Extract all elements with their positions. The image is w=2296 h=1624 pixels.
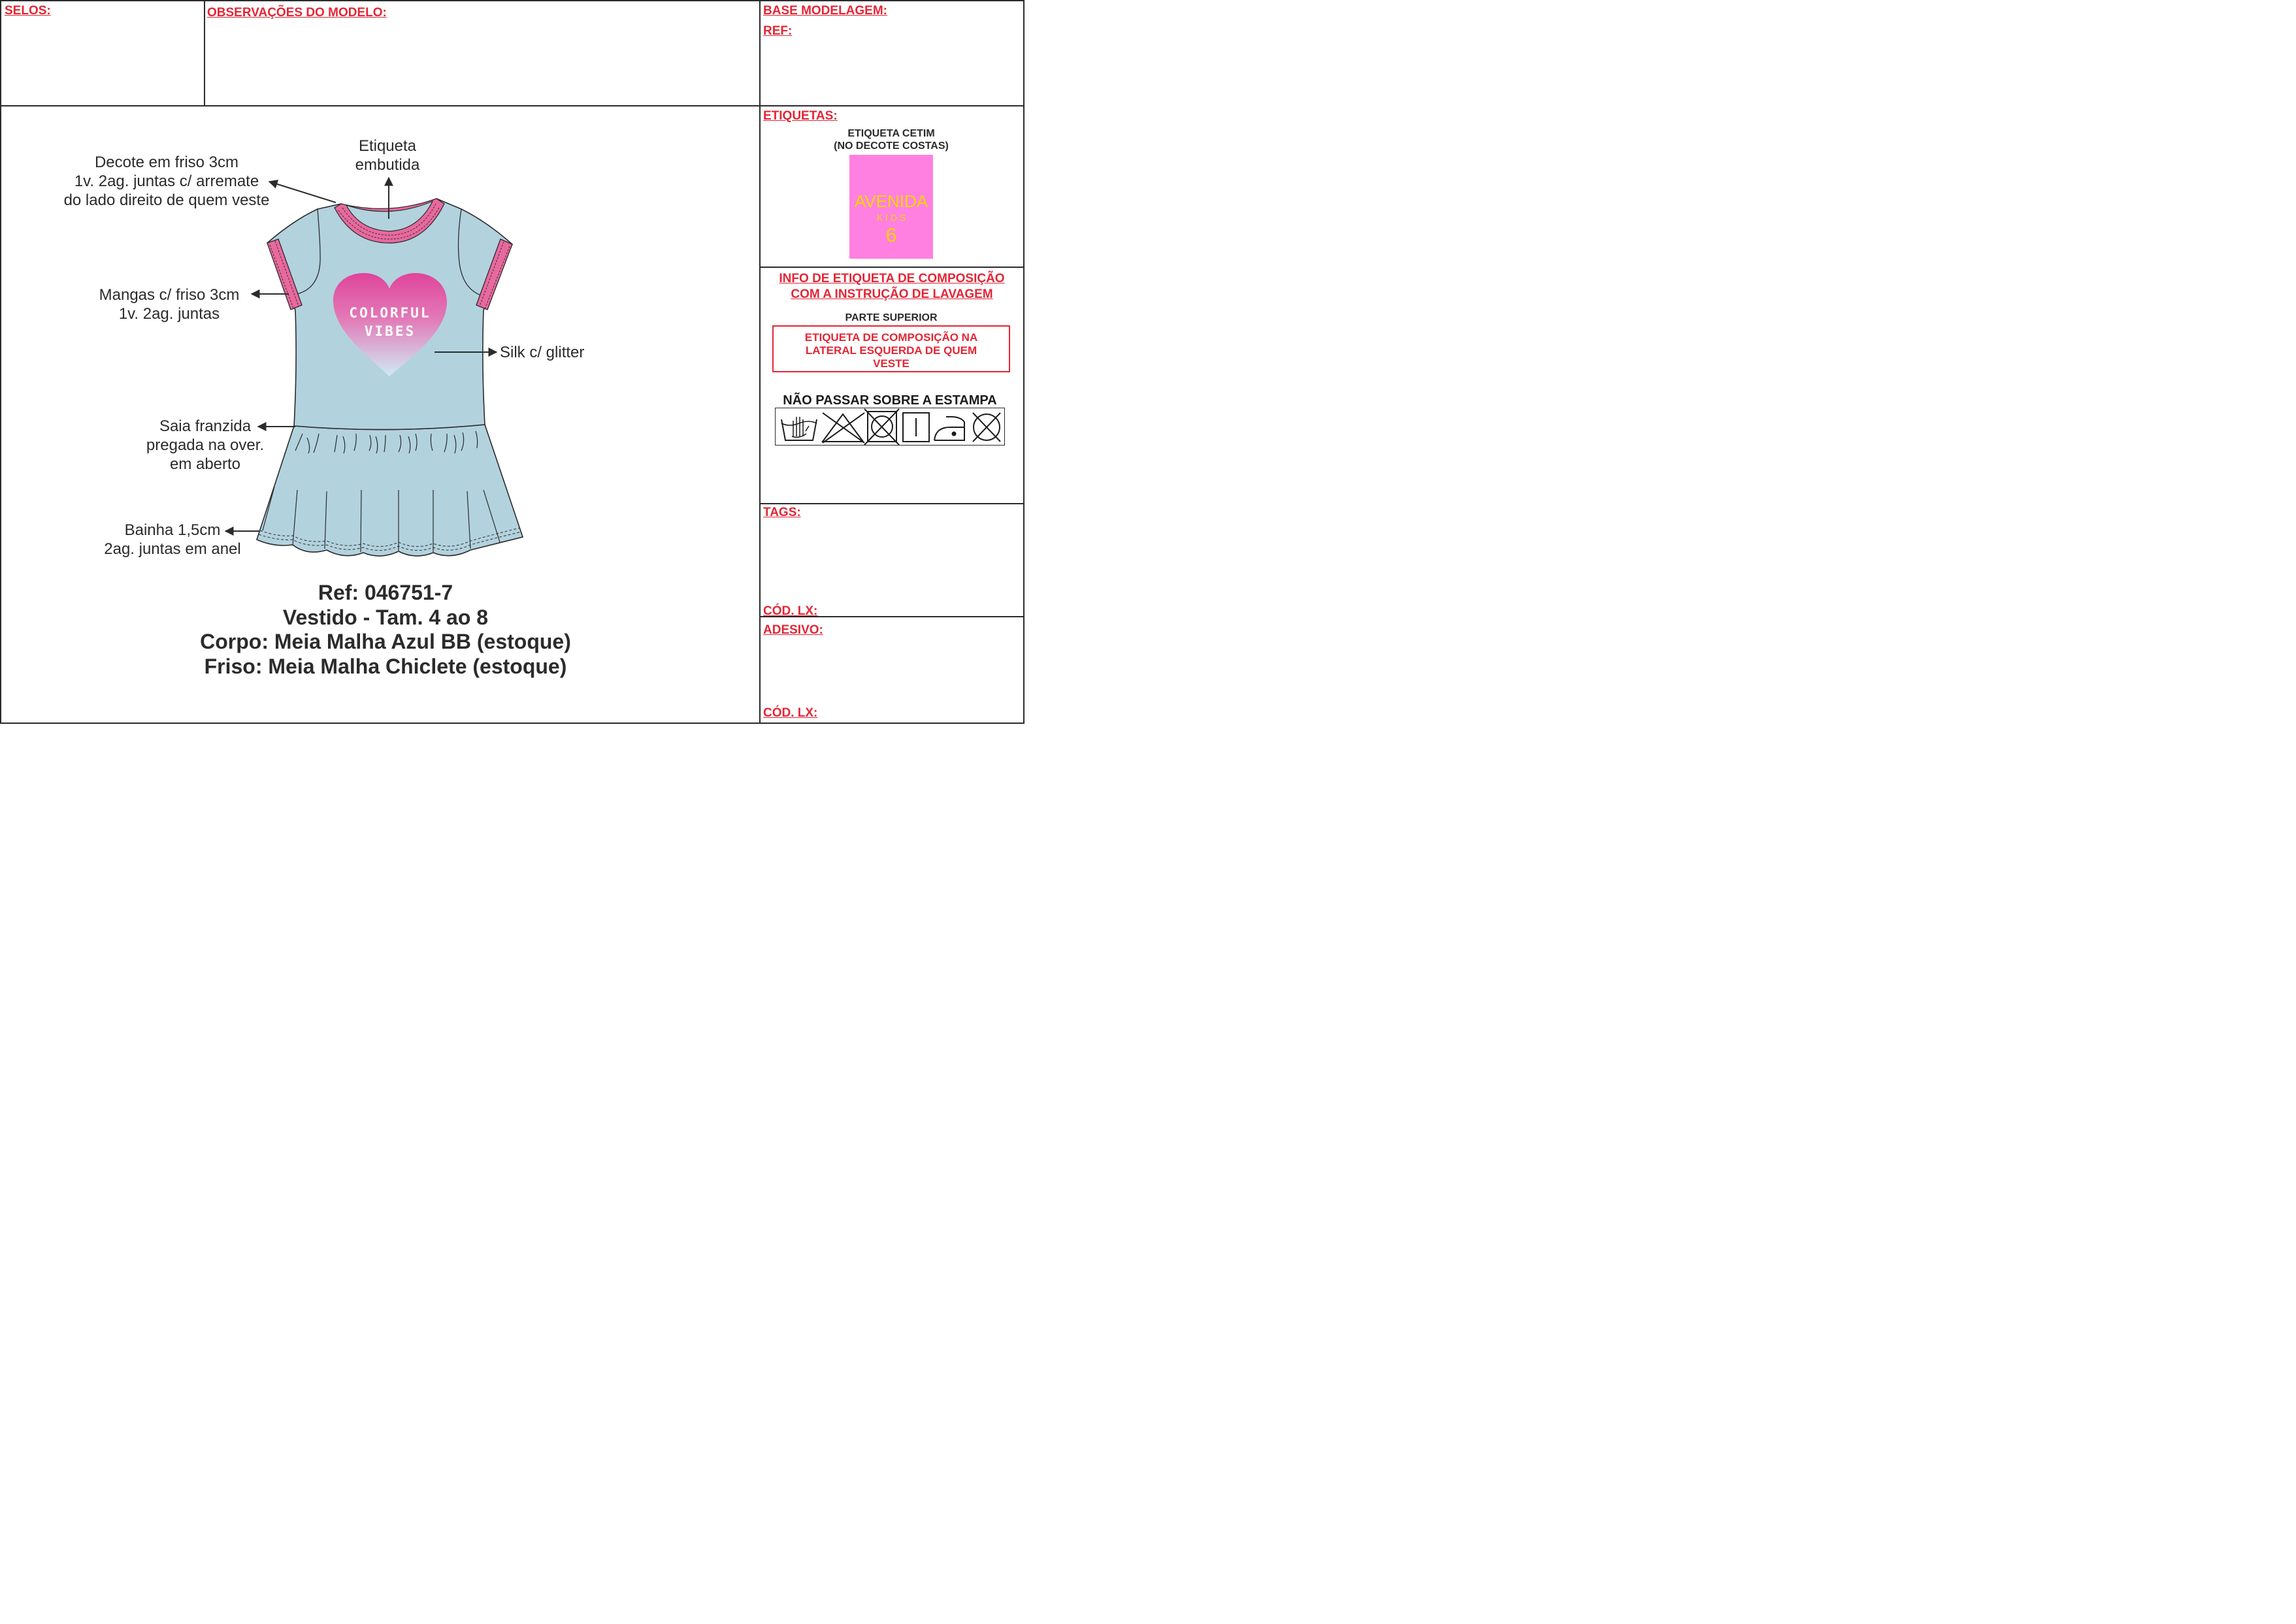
callout-mangas: Mangas c/ friso 3cm 1v. 2ag. juntas: [99, 286, 240, 323]
label-logo: [849, 155, 933, 259]
parte-superior: PARTE SUPERIOR: [845, 312, 938, 323]
base-modelagem-label: BASE MODELAGEM:: [763, 4, 887, 18]
warning-text: NÃO PASSAR SOBRE A ESTAMPA: [783, 393, 997, 408]
composicao-title: INFO DE ETIQUETA DE COMPOSIÇÃO COM A INSTRUÇÃO DE LAVAGEM: [779, 272, 1005, 301]
callout-silk: Silk c/ glitter: [500, 344, 585, 361]
ref-label: REF:: [763, 24, 793, 38]
observacoes-label: OBSERVAÇÕES DO MODELO:: [207, 6, 387, 20]
selos-label: SELOS:: [5, 4, 51, 18]
tags-label: TAGS:: [763, 506, 801, 519]
callout-bainha: Bainha 1,5cm 2ag. juntas em anel: [104, 521, 241, 558]
callout-etiqueta: Etiqueta embutida: [355, 137, 420, 174]
spec-vestido: Vestido - Tam. 4 ao 8: [282, 605, 489, 629]
spec-block: [157, 581, 614, 679]
do-not-dry-clean-icon: [973, 413, 1000, 442]
callout-decote: Decote em friso 3cm 1v. 2ag. juntas c/ arremate do lado direito de quem veste: [63, 154, 270, 209]
logo-brand: AVENIDA: [854, 191, 928, 211]
iron-low-icon: [934, 417, 964, 440]
do-not-tumble-dry-icon: [864, 409, 899, 445]
etiquetas-label: ETIQUETAS:: [763, 109, 838, 123]
logo-size: 6: [885, 225, 897, 246]
hand-wash-icon: [781, 417, 817, 440]
care-symbols: [775, 408, 1005, 447]
logo-sub: K I D S: [876, 212, 906, 223]
etiqueta-cetim-title: ETIQUETA CETIM (NO DECOTE COSTAS): [834, 128, 949, 152]
tags-cod-label: CÓD. LX:: [763, 604, 818, 618]
adesivo-cod-label: CÓD. LX:: [763, 706, 818, 720]
do-not-bleach-icon: [823, 413, 864, 443]
line-dry-icon: [903, 413, 929, 442]
spec-corpo: Corpo: Meia Malha Azul BB (estoque): [200, 630, 571, 653]
callout-saia: Saia franzida pregada na over. em aberto: [146, 417, 265, 473]
spec-friso: Friso: Meia Malha Chiclete (estoque): [204, 654, 567, 678]
spec-ref: Ref: 046751-7: [318, 581, 453, 604]
composicao-box: ETIQUETA DE COMPOSIÇÃO NA LATERAL ESQUERDA DE QUEM VESTE: [772, 325, 1010, 372]
print-text-line-1: COLORFUL: [349, 305, 431, 321]
adesivo-label: ADESIVO:: [763, 623, 823, 637]
tech-sheet: [0, 0, 1025, 724]
skirt: [257, 425, 523, 556]
print-text-line-2: VIBES: [364, 323, 416, 339]
